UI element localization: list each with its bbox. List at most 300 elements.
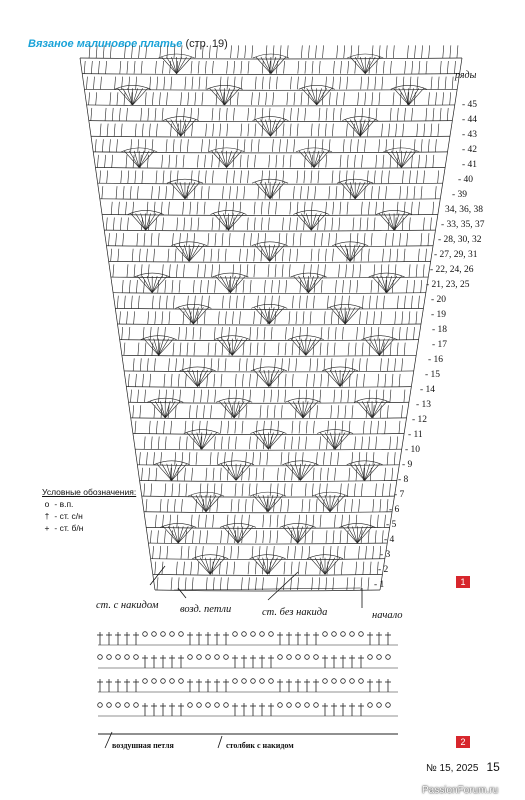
stitch — [280, 45, 281, 58]
stitch — [156, 421, 157, 434]
fan-stitch — [350, 120, 360, 137]
row-line — [129, 402, 409, 403]
stitch — [269, 77, 270, 90]
stitch — [193, 327, 194, 340]
stitch — [142, 171, 143, 184]
stitch — [177, 171, 178, 184]
legend-item-dc — [42, 510, 136, 522]
stitch — [330, 452, 331, 465]
stitch — [356, 562, 357, 575]
stitch — [248, 61, 249, 74]
row-label: - 19 — [431, 310, 447, 320]
stitch — [418, 249, 419, 262]
stitch — [368, 249, 369, 262]
stitch — [146, 45, 147, 58]
fan-stitch — [330, 495, 340, 512]
stitch — [393, 45, 394, 58]
stitch — [254, 249, 255, 262]
stitch — [235, 483, 236, 496]
border-chain — [368, 655, 373, 660]
fan-stitch — [271, 57, 281, 74]
stitch — [161, 452, 162, 465]
stitch — [198, 562, 199, 575]
stitch — [313, 343, 314, 356]
stitch — [120, 61, 121, 74]
stitch — [443, 45, 444, 58]
stitch — [181, 45, 182, 58]
fan-stitch — [220, 276, 230, 293]
stitch — [250, 343, 251, 356]
stitch — [302, 546, 303, 559]
stitch — [170, 515, 171, 528]
stitch — [183, 202, 184, 215]
stitch — [215, 343, 216, 356]
stitch — [241, 61, 242, 74]
stitch — [364, 233, 365, 246]
stitch — [362, 343, 363, 356]
row-line — [135, 449, 402, 450]
stitch — [129, 77, 130, 90]
arrow-ch — [178, 588, 186, 598]
stitch — [272, 139, 273, 152]
stitch — [264, 343, 265, 356]
stitch — [315, 45, 316, 58]
stitch — [228, 437, 229, 450]
fan-stitch — [202, 433, 212, 450]
stitch — [155, 515, 156, 528]
stitch — [98, 61, 99, 74]
stitch — [290, 202, 291, 215]
stitch — [438, 171, 439, 184]
stitch — [84, 61, 85, 74]
stitch — [241, 77, 242, 90]
stitch — [358, 92, 359, 105]
stitch — [282, 217, 283, 230]
stitch — [356, 468, 357, 481]
stitch — [383, 155, 384, 168]
stitch — [248, 577, 249, 590]
stitch — [159, 186, 160, 199]
stitch — [244, 139, 245, 152]
stitch — [238, 546, 239, 559]
stitch — [227, 468, 228, 481]
stitch — [380, 358, 381, 371]
stitch — [390, 343, 391, 356]
stitch — [405, 61, 406, 74]
stitch — [400, 233, 401, 246]
stitch — [332, 171, 333, 184]
stitch — [308, 186, 309, 199]
stitch — [131, 139, 132, 152]
stitch — [348, 390, 349, 403]
stitch — [308, 92, 309, 105]
fan-stitch — [303, 401, 313, 418]
stitch — [290, 124, 291, 137]
stitch — [273, 92, 274, 105]
stitch — [392, 374, 393, 387]
stitch — [370, 562, 371, 575]
stitch — [150, 327, 151, 340]
stitch — [213, 577, 214, 590]
stitch — [226, 202, 227, 215]
stitch — [212, 264, 213, 277]
stitch — [176, 155, 177, 168]
stitch — [152, 186, 153, 199]
stitch — [413, 327, 414, 340]
row-line — [126, 387, 411, 388]
stitch — [235, 374, 236, 387]
title-page-ref: (стр. 19) — [185, 38, 228, 50]
stitch — [371, 186, 372, 199]
stitch — [291, 562, 292, 575]
stitch — [367, 311, 368, 324]
stitch — [212, 155, 213, 168]
stitch — [431, 124, 432, 137]
stitch — [222, 296, 223, 309]
fan-stitch — [320, 495, 330, 512]
stitch — [89, 92, 90, 105]
stitch — [390, 390, 391, 403]
stitch — [271, 421, 272, 434]
stitch — [303, 264, 304, 277]
stitch — [142, 124, 143, 137]
stitch — [185, 374, 186, 387]
border-chain — [152, 632, 157, 637]
fan-stitch — [365, 57, 375, 74]
symbol-legend — [42, 486, 136, 534]
stitch — [216, 546, 217, 559]
stitch — [331, 311, 332, 324]
stitch — [115, 77, 116, 90]
stitch — [216, 139, 217, 152]
stitch — [228, 327, 229, 340]
stitch — [315, 186, 316, 199]
row-line — [118, 324, 422, 325]
stitch — [290, 77, 291, 90]
stitch — [183, 562, 184, 575]
stitch — [311, 249, 312, 262]
stitch — [327, 343, 328, 356]
stitch — [347, 202, 348, 215]
stitch — [421, 139, 422, 152]
fan-stitch — [185, 182, 195, 199]
stitch — [170, 171, 171, 184]
stitch — [208, 390, 209, 403]
stitch — [159, 296, 160, 309]
stitch — [422, 45, 423, 58]
fan-stitch — [236, 464, 246, 481]
row-line — [155, 590, 380, 591]
stitch — [229, 233, 230, 246]
stitch — [110, 92, 111, 105]
stitch — [252, 546, 253, 559]
stitch — [383, 61, 384, 74]
stitch — [264, 327, 265, 340]
stitch — [361, 483, 362, 496]
stitch — [240, 155, 241, 168]
stitch — [374, 311, 375, 324]
stitch — [319, 108, 320, 121]
stitch — [312, 577, 313, 590]
stitch — [309, 546, 310, 559]
fan-stitch — [288, 526, 298, 543]
stitch — [143, 327, 144, 340]
stitch — [286, 280, 287, 293]
stitch — [435, 139, 436, 152]
stitch — [308, 139, 309, 152]
stitch — [233, 202, 234, 215]
stitch — [396, 124, 397, 137]
border-chain — [116, 655, 121, 660]
row-label: - 15 — [425, 370, 441, 380]
stitch — [368, 530, 369, 543]
stitch — [317, 405, 318, 418]
stitch — [173, 139, 174, 152]
stitch — [108, 233, 109, 246]
stitch — [89, 45, 90, 58]
stitch — [185, 577, 186, 590]
stitch — [387, 499, 388, 512]
stitch — [379, 139, 380, 152]
stitch — [290, 155, 291, 168]
stitch — [409, 264, 410, 277]
stitch — [179, 483, 180, 496]
stitch — [100, 171, 101, 184]
stitch — [257, 327, 258, 340]
stitch — [296, 311, 297, 324]
stitch — [217, 499, 218, 512]
stitch — [151, 233, 152, 246]
stitch — [357, 327, 358, 340]
fan-stitch — [196, 495, 206, 512]
stitch — [306, 515, 307, 528]
stitch — [381, 311, 382, 324]
stitch — [318, 171, 319, 184]
border-chain — [359, 632, 364, 637]
stitch — [245, 499, 246, 512]
stitch — [323, 45, 324, 58]
stitch — [299, 515, 300, 528]
stitch — [306, 296, 307, 309]
stitch — [274, 358, 275, 371]
row-label: - 13 — [416, 400, 432, 410]
border-chain — [314, 703, 319, 708]
stitch — [287, 139, 288, 152]
stitch — [233, 171, 234, 184]
stitch — [179, 437, 180, 450]
stitch — [255, 577, 256, 590]
stitch — [360, 217, 361, 230]
stitch — [202, 546, 203, 559]
stitch — [247, 264, 248, 277]
stitch — [428, 139, 429, 152]
stitch — [424, 124, 425, 137]
stitch — [268, 264, 269, 277]
stitch — [376, 108, 377, 121]
stitch — [264, 280, 265, 293]
fan-stitch — [225, 88, 235, 105]
stitch — [299, 421, 300, 434]
stitch — [256, 468, 257, 481]
stitch — [277, 483, 278, 496]
stitch — [343, 139, 344, 152]
stitch — [249, 437, 250, 450]
stitch — [270, 515, 271, 528]
stitch — [400, 186, 401, 199]
border-chain — [206, 655, 211, 660]
stitch — [316, 499, 317, 512]
border-chain — [314, 655, 319, 660]
stitch — [234, 77, 235, 90]
stitch — [278, 390, 279, 403]
stitch — [216, 92, 217, 105]
row-label: - 12 — [412, 415, 428, 425]
stitch — [246, 405, 247, 418]
border-chain — [125, 655, 130, 660]
stitch — [162, 155, 163, 168]
callout-sc-label: ст. без накида — [262, 607, 328, 618]
stitch — [397, 249, 398, 262]
border-chain — [278, 655, 283, 660]
stitch — [292, 421, 293, 434]
stitch — [277, 515, 278, 528]
fan-stitch — [227, 151, 237, 168]
stitch — [329, 233, 330, 246]
stitch — [96, 45, 97, 58]
border-chain — [224, 655, 229, 660]
row-label: - 6 — [389, 505, 400, 515]
fan-stitch — [217, 151, 227, 168]
stitch — [334, 296, 335, 309]
stitch — [136, 77, 137, 90]
stitch — [258, 139, 259, 152]
stitch — [375, 530, 376, 543]
stitch — [203, 405, 204, 418]
stitch — [155, 562, 156, 575]
stitch — [186, 483, 187, 496]
stitch — [333, 530, 334, 543]
stitch — [312, 483, 313, 496]
stitch — [233, 108, 234, 121]
stitch — [402, 311, 403, 324]
stitch — [202, 139, 203, 152]
stitch — [326, 483, 327, 496]
stitch — [374, 171, 375, 184]
stitch — [293, 186, 294, 199]
stitch — [328, 327, 329, 340]
stitch — [362, 437, 363, 450]
stitch — [304, 171, 305, 184]
stitch — [334, 515, 335, 528]
stitch — [426, 61, 427, 74]
stitch — [313, 390, 314, 403]
stitch — [177, 217, 178, 230]
stitch — [110, 45, 111, 58]
stitch — [295, 405, 296, 418]
stitch — [181, 499, 182, 512]
stitch — [313, 421, 314, 434]
stitch — [387, 405, 388, 418]
stitch — [167, 499, 168, 512]
stitch — [117, 92, 118, 105]
stitch — [263, 437, 264, 450]
stitch — [214, 374, 215, 387]
stitch — [342, 327, 343, 340]
stitch — [259, 546, 260, 559]
border-chain — [350, 679, 355, 684]
stitch — [163, 61, 164, 74]
fan-stitch — [188, 370, 198, 387]
border-chain — [161, 632, 166, 637]
stitch — [319, 577, 320, 590]
stitch — [399, 327, 400, 340]
stitch — [91, 108, 92, 121]
stitch — [366, 358, 367, 371]
stitch — [259, 92, 260, 105]
stitch — [262, 577, 263, 590]
stitch — [191, 108, 192, 121]
stitch — [145, 343, 146, 356]
stitch — [247, 155, 248, 168]
stitch — [407, 233, 408, 246]
stitch — [147, 358, 148, 371]
stitch — [131, 296, 132, 309]
stitch — [193, 280, 194, 293]
border-chain — [359, 679, 364, 684]
stitch — [256, 530, 257, 543]
stitch — [227, 515, 228, 528]
stitch — [319, 483, 320, 496]
stitch — [326, 108, 327, 121]
stitch — [370, 421, 371, 434]
stitch — [343, 92, 344, 105]
stitch — [378, 421, 379, 434]
stitch — [314, 374, 315, 387]
stitch — [383, 296, 384, 309]
stitch — [340, 108, 341, 121]
stitch — [344, 45, 345, 58]
stitch — [176, 358, 177, 371]
row-label: - 8 — [398, 475, 409, 485]
stitch — [201, 296, 202, 309]
stitch — [276, 77, 277, 90]
stitch — [103, 45, 104, 58]
stitch — [368, 77, 369, 90]
row-line — [153, 574, 383, 575]
stitch — [324, 311, 325, 324]
stitch — [162, 108, 163, 121]
stitch — [148, 311, 149, 324]
stitch — [168, 249, 169, 262]
stitch — [403, 124, 404, 137]
row-label: - 44 — [462, 115, 478, 125]
stitch — [145, 92, 146, 105]
stitch — [381, 264, 382, 277]
stitch — [346, 171, 347, 184]
figure-2-badge: 2 — [456, 736, 470, 748]
stitch — [273, 546, 274, 559]
stitch — [160, 546, 161, 559]
stitch — [243, 343, 244, 356]
stitch — [262, 77, 263, 90]
stitch — [163, 171, 164, 184]
stitch — [380, 405, 381, 418]
stitch — [273, 45, 274, 58]
stitch — [163, 217, 164, 230]
stitch — [399, 421, 400, 434]
stitch — [262, 171, 263, 184]
fan-stitch — [259, 370, 269, 387]
